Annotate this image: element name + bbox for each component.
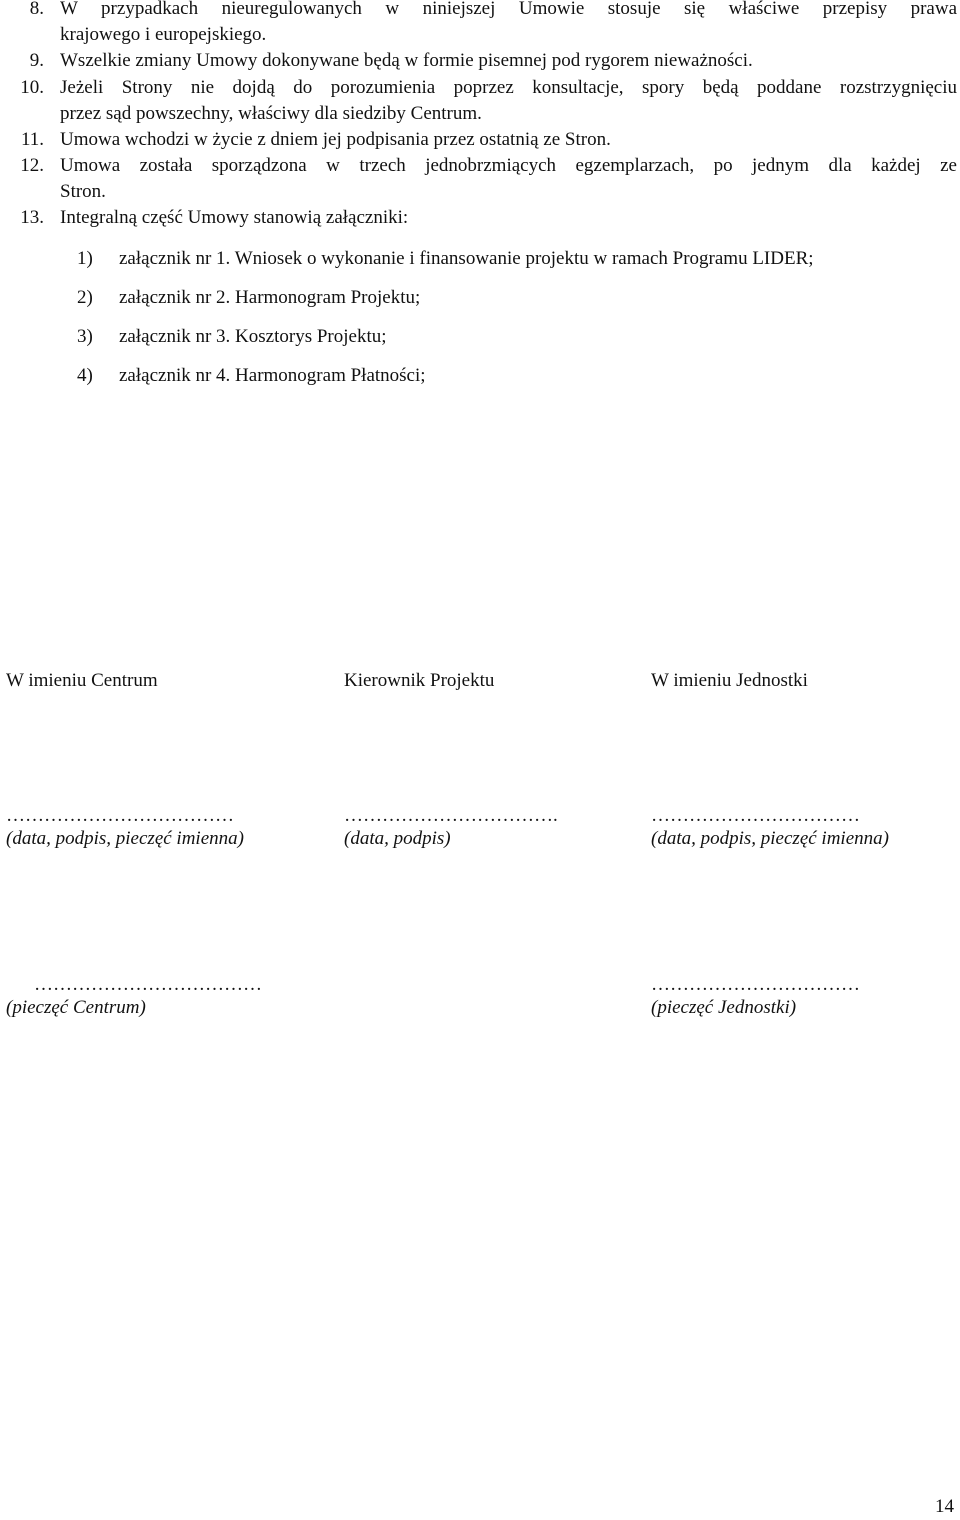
clause-line: przez sąd powszechny, właściwy dla siedziby Centrum. (60, 103, 482, 124)
clause-number: 11. (20, 129, 44, 150)
signature-caption-centrum: (data, podpis, pieczęć imienna) (6, 828, 244, 849)
clause-line: Umowa została sporządzona w trzech jednobrzmiących egzemplarzach, po jednym dla każdej ze (60, 155, 957, 176)
attachment-text: załącznik nr 1. Wniosek o wykonanie i finansowanie projektu w ramach Programu LIDER; (119, 248, 814, 269)
stamp-caption-jednostka: (pieczęć Jednostki) (651, 997, 797, 1018)
clause-text (60, 75, 957, 127)
attachment-text: załącznik nr 2. Harmonogram Projektu; (119, 287, 421, 308)
clause-number: 10. (20, 77, 44, 98)
clause-line: Wszelkie zmiany Umowy dokonywane będą w formie pisemnej pod rygorem nieważności. (60, 50, 753, 71)
clause-text (60, 153, 957, 205)
clause-line: krajowego i europejskiego. (60, 24, 267, 45)
signature-caption-jednostka: (data, podpis, pieczęć imienna) (651, 828, 889, 849)
signature-heading-kierownik: Kierownik Projektu (344, 670, 495, 691)
signature-heading-jednostka: W imieniu Jednostki (651, 670, 808, 691)
clause-number: 12. (20, 155, 44, 176)
stamp-line-jednostka: …………………………… (651, 974, 860, 995)
clause-line: Stron. (60, 181, 106, 202)
attachment-item (77, 285, 957, 311)
signature-line-centrum: ……………………………… (6, 805, 234, 826)
signature-line-jednostka: …………………………… (651, 805, 860, 826)
attachment-number: 1) (77, 248, 93, 269)
attachment-text: załącznik nr 3. Kosztorys Projektu; (119, 326, 387, 347)
attachment-item (77, 324, 957, 350)
attachment-number: 2) (77, 287, 93, 308)
stamp-caption-centrum: (pieczęć Centrum) (6, 997, 146, 1018)
signature-heading-centrum: W imieniu Centrum (6, 670, 158, 691)
attachment-number: 4) (77, 365, 93, 386)
signature-line-kierownik: ……………………………. (344, 805, 558, 826)
clause-line: Umowa wchodzi w życie z dniem jej podpisania przez ostatnią ze Stron. (60, 129, 611, 150)
clause-number: 13. (20, 207, 44, 228)
signature-caption-kierownik: (data, podpis) (344, 828, 451, 849)
clause-line: Integralną część Umowy stanowią załączniki: (60, 207, 409, 228)
attachment-item (77, 363, 957, 389)
attachment-text: załącznik nr 4. Harmonogram Płatności; (119, 365, 426, 386)
clause-text (60, 48, 957, 74)
clause-text (60, 0, 957, 48)
attachment-number: 3) (77, 326, 93, 347)
clause-number: 8. (29, 0, 44, 19)
clause-text (60, 127, 957, 153)
attachment-item (77, 246, 957, 272)
clause-line: W przypadkach nieuregulowanych w niniejszej Umowie stosuje się właściwe przepisy prawa (60, 0, 957, 19)
clause-line: Jeżeli Strony nie dojdą do porozumienia poprzez konsultacje, spory będą poddane rozstrzygnięciu (60, 77, 957, 98)
page-number: 14 (935, 1496, 954, 1517)
clause-number: 9. (29, 50, 44, 71)
clause-text (60, 205, 957, 231)
stamp-line-centrum: ……………………………… (34, 974, 262, 995)
